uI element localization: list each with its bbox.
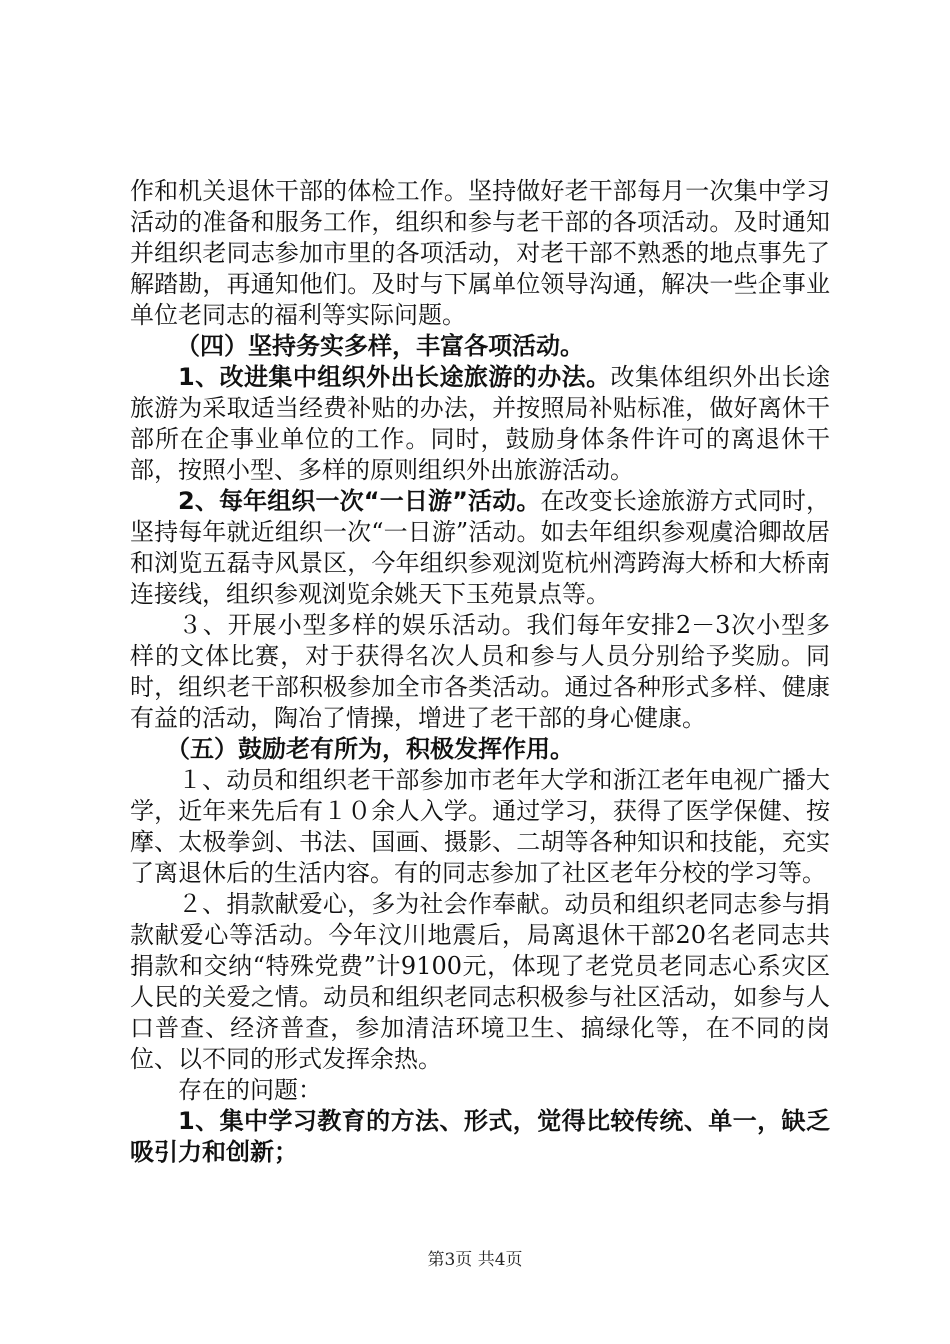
item-5-1: １、动员和组织老干部参加市老年大学和浙江老年电视广播大学，近年来先后有１０余人入学。通过学习，获得了医学保健、按摩、太极拳剑、书法、国画、摄影、二胡等各种知识和技能，充实了离退休后的生活内容。有的同志参加了社区老年分校的学习等。	[130, 766, 830, 887]
problems-label: 存在的问题：	[178, 1076, 322, 1104]
item-4-3: ３、开展小型多样的娱乐活动。我们每年安排2－3次小型多样的文体比赛，对于获得名次人员和参与人员分别给予奖励。同时，组织老干部积极参加全市各类活动。通过各种形式多样、健康有益的活动，陶冶了情操，增进了老干部的身心健康。	[130, 611, 830, 732]
item-4-1-lead: 1、改进集中组织外出长途旅游的办法。	[178, 363, 611, 391]
page-footer: 第3页 共4页	[427, 1250, 523, 1270]
item-4-1-body: 改集体组织外出长途旅游为采取适当经费补贴的办法，并按照局补贴标准，做好离休干部所在企事业单位的工作。同时，鼓励身体条件许可的离退休干部，按照小型、多样的原则组织外出旅游活动。	[130, 363, 831, 484]
section-heading-4: （四）坚持务实多样，丰富各项活动。	[176, 332, 584, 360]
section-heading-5: （五）鼓励老有所为，积极发挥作用。	[166, 735, 574, 763]
item-4-2-body: 在改变长途旅游方式同时，坚持每年就近组织一次“一日游”活动。如去年组织参观虞洽卿故居和浏览五磊寺风景区，今年组织参观浏览杭州湾跨海大桥和大桥南连接线，组织参观浏览余姚天下玉苑景点等。	[130, 487, 830, 608]
item-4-2-lead: 2、每年组织一次“一日游”活动。	[178, 487, 541, 515]
item-5-2: ２、捐款献爱心，多为社会作奉献。动员和组织老同志参与捐款献爱心等活动。今年汶川地震后，局离退休干部20名老同志共捐款和交纳“特殊党费”计9100元，体现了老党员老同志心系灾区人民的关爱之情。动员和组织老同志积极参与社区活动，如参与人口普查、经济普查，参加清洁环境卫生、搞绿化等，在不同的岗位、以不同的形式发挥余热。	[130, 890, 830, 1073]
document-body	[130, 176, 830, 1168]
paragraph-intro: 作和机关退休干部的体检工作。坚持做好老干部每月一次集中学习活动的准备和服务工作，组织和参与老干部的各项活动。及时通知并组织老同志参加市里的各项活动，对老干部不熟悉的地点事先了解踏勘，再通知他们。及时与下属单位领导沟通，解决一些企事业单位老同志的福利等实际问题。	[130, 177, 830, 329]
problem-1: 1、集中学习教育的方法、形式，觉得比较传统、单一，缺乏吸引力和创新；	[130, 1107, 830, 1166]
item-4-1	[130, 362, 830, 486]
item-4-2	[130, 486, 830, 610]
